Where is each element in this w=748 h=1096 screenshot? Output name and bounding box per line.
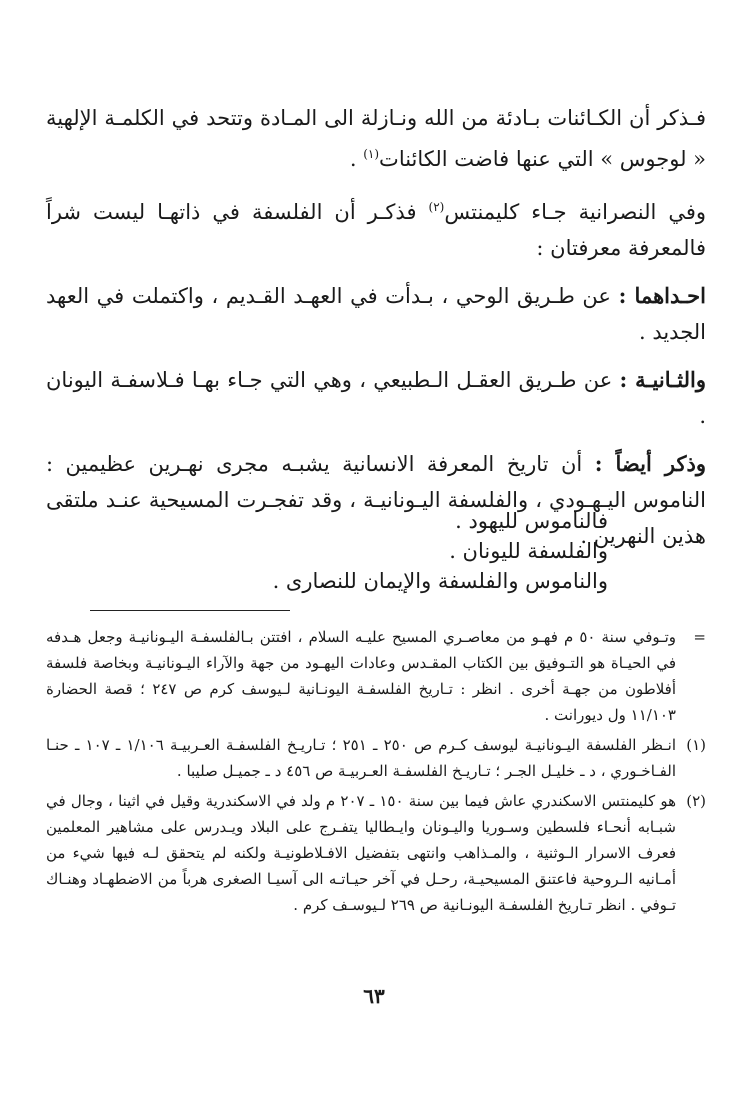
list-item: والناموس والفلسفة والإيمان للنصارى . (272, 569, 608, 593)
lead-also: وذكر أيضاً : (594, 451, 706, 476)
lead-second: والثـانيـة : (619, 367, 706, 392)
footnote-ref-2: (٢) (428, 200, 445, 214)
footnote-text: انـظر الفلسفة اليـونانيـة ليوسف كـرم ص ٢٥٠ ـ ٢٥١ ؛ تـاريـخ الفلسفـة العـربيـة ١/١٠٦ ـ ١٠٧ ـ حنـا الفـاخـوري ، د ـ خليـل الجـر ؛ تـاريـخ الفلسفـة العـربيـة ص ٤٥٦ د ـ جميـل صليبا . (46, 736, 676, 780)
footnote-text: هو كليمنتس الاسكندري عاش فيما بين سنة ١٥٠ ـ ٢٠٧ م ولد في الاسكندرية وقيل في اثينا ، وجال في شبـابه أنحـاء فلسطين وسـوريا واليـونان وايـطاليا يتفـرج على البلاد ويـدرس على مشاهير المعلمين فعرف الاسرار الـوثنية ، والمـذاهب وانتهى بتفضيل الافـلاطونيـة ولكنه لم يتحقق لـه فيها شيء من أمـانيه الـروحية فاعتنق المسيحيـة، رحـل في آخر حيـاتـه الى آسيـا الصغرى هرباً من الاضطهـاد وهنـاك تـوفي . انظر تـاريخ الفلسفـة اليونـانية ص ٢٦٩ لـيوسـف كرم . (46, 792, 676, 914)
paragraph-1: فـذكر أن الكـائنات بـادئة من الله ونـازلة الى المـادة وتتحد في الكلمـة الإلهية « لوجوس » التي عنها فاضت الكائنات$^{(١)}$ . (46, 106, 706, 171)
footnote-ref-1: (١) (363, 147, 380, 161)
footnote-2 (46, 788, 706, 918)
footnote-continued (46, 624, 706, 728)
footnote-1 (46, 732, 706, 784)
lead-first: احـداهما : (618, 283, 706, 308)
paragraph-3: احـداهما : عن طـريق الوحي ، بـدأت في العهـد القـديم ، واكتملت في العهد الجديد . (46, 283, 706, 344)
paragraph-2: وفي النصرانية جـاء كليمنتس$^{(٢)}$ فذكـر أن الفلسفة في ذاتهـا ليست شراً فالمعرفة معرفتان : (46, 200, 706, 260)
footnote-mark: (٢) (686, 792, 706, 810)
summary-list (168, 506, 608, 596)
list-item: فالناموس لليهود . (455, 509, 608, 533)
page-number: ٦٣ (363, 984, 385, 1008)
paragraph-5: وذكر أيضاً : أن تاريخ المعرفة الانسانية يشبـه مجرى نهـرين عظيمين : الناموس اليـهـودي ، والفلسفة اليـونانيـة ، وقد تفجـرت المسيحية عنـد ملتقى هذين النهرين . (46, 451, 706, 548)
footnote-text: وتـوفي سنة ٥٠ م فهـو من معاصـري المسيح عليـه السلام ، افتتن بـالفلسفـة اليـونانيـة وجعل هـدفه في الحيـاة هو التـوفيق بين الكتاب المقـدس وعادات اليهـود من جهة والآراء اليـونانيـة وبخاصة فلسفة أفلاطون من جهـة أخرى . انظر : تـاريخ الفلسفـة اليونـانية لـيوسف كرم ص ٢٤٧ ؛ قصة الحضارة ١١/١٠٣ ول ديورانت . (46, 628, 676, 724)
footnote-mark: (١) (686, 736, 706, 754)
footnote-divider (90, 610, 290, 611)
list-item: والفلسفة لليونان . (449, 539, 608, 563)
footnote-mark: = (693, 628, 706, 646)
paragraph-4: والثـانيـة : عن طـريق العقـل الـطبيعي ، وهي التي جـاء بهـا فـلاسفـة اليونان . (46, 367, 706, 428)
main-text (46, 100, 706, 566)
footnotes (46, 624, 706, 922)
